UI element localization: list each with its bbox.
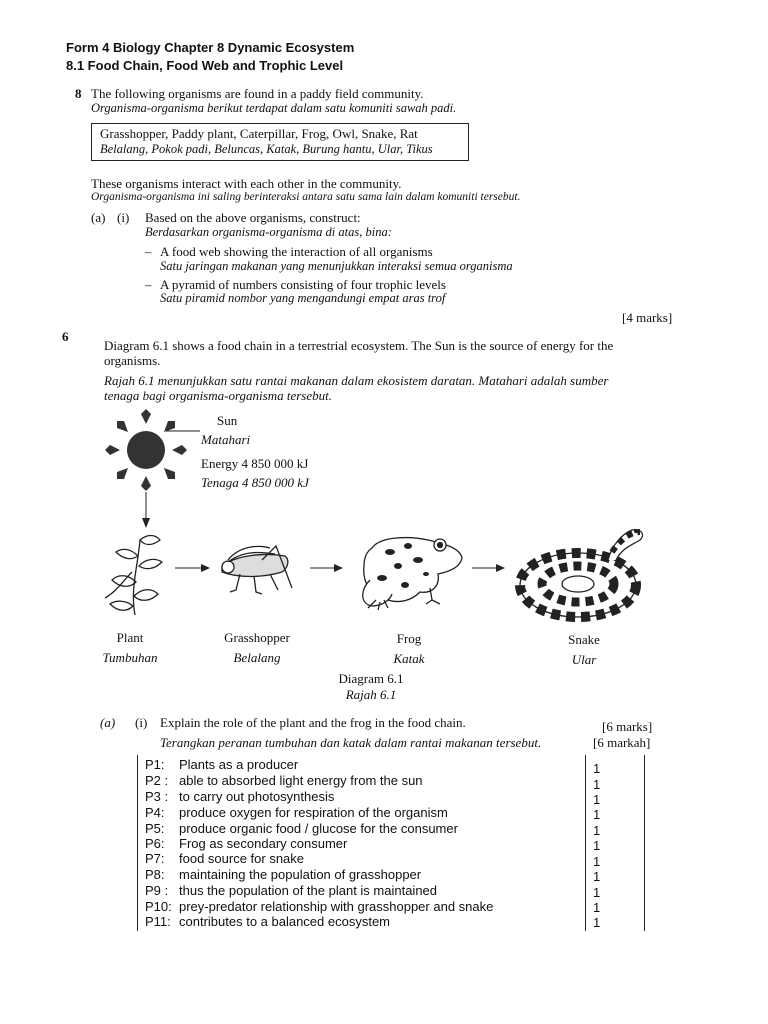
answer-code: P2 : — [145, 773, 169, 788]
q6-sub-label: (i) — [135, 715, 148, 730]
q6-intro-ms-2: tenaga bagi organisma-organisma tersebut. — [104, 388, 332, 403]
q6-marks-ms: [6 markah] — [593, 735, 651, 750]
answer-point — [145, 914, 390, 929]
organism-list-box — [91, 123, 469, 161]
answer-text: Plants as a producer — [179, 757, 299, 772]
answer-text: maintaining the population of grasshopper — [179, 867, 422, 882]
answer-point — [145, 821, 458, 836]
answer-mark: 1 — [593, 777, 601, 792]
organism-label-ms: Tumbuhan — [102, 650, 158, 665]
organism-list-ms: Belalang, Pokok padi, Beluncas, Katak, Burung hantu, Ular, Tikus — [100, 142, 433, 156]
diagram-caption-ms: Rajah 6.1 — [345, 687, 397, 702]
frog-icon — [363, 538, 462, 610]
answer-code: P4: — [145, 805, 165, 820]
grasshopper-icon — [222, 546, 292, 594]
answer-code: P9 : — [145, 883, 169, 898]
q6-marks-en: [6 marks] — [602, 719, 653, 734]
q8-interact-ms: Organisma-organisma ini saling berinteraksi antara satu sama lain dalam komuniti tersebut. — [91, 191, 521, 203]
diagram-caption-en: Diagram 6.1 — [338, 671, 404, 686]
answer-text: thus the population of the plant is maintained — [179, 883, 438, 898]
answer-mark: 1 — [593, 900, 601, 915]
answer-mark: 1 — [593, 792, 601, 807]
answer-text: Frog as secondary consumer — [179, 836, 348, 851]
arrow-right-icon — [472, 564, 505, 572]
arrow-down-icon — [142, 492, 150, 528]
bullet-2-en: A pyramid of numbers consisting of four trophic levels — [160, 277, 446, 292]
sun-label-ms: Matahari — [201, 432, 251, 447]
answer-mark: 1 — [593, 915, 601, 930]
answer-text: food source for snake — [179, 851, 305, 866]
answer-code: P7: — [145, 851, 165, 866]
answer-mark: 1 — [593, 869, 601, 884]
answer-text: produce oxygen for respiration of the organism — [179, 805, 448, 820]
q6-question-en: Explain the role of the plant and the frog in the food chain. — [160, 715, 466, 730]
q8-interact-en: These organisms interact with each other in the community. — [91, 176, 402, 191]
q8-construct-ms: Berdasarkan organisma-organisma di atas, bina: — [145, 225, 392, 239]
answer-box-right-border — [644, 755, 645, 931]
answer-mark: 1 — [593, 838, 601, 853]
organism-label-ms: Belalang — [233, 650, 281, 665]
answer-point — [145, 899, 493, 914]
snake-icon — [520, 530, 642, 618]
q6-part-label: (a) — [100, 715, 116, 730]
answer-point — [145, 789, 334, 804]
q6-intro-ms-1: Rajah 6.1 menunjukkan satu rantai makanan dalam ekosistem daratan. Matahari adalah sumber — [104, 373, 609, 388]
answer-code: P6: — [145, 836, 165, 851]
answer-code: P3 : — [145, 789, 169, 804]
q6-number: 6 — [62, 329, 69, 344]
bullet-2-ms: Satu piramid nombor yang mengandungi empat aras trof — [160, 291, 446, 305]
organism-list-en: Grasshopper, Paddy plant, Caterpillar, Frog, Owl, Snake, Rat — [100, 126, 418, 141]
answer-point — [145, 773, 423, 788]
answer-point — [145, 836, 347, 851]
answer-text: contributes to a balanced ecosystem — [179, 914, 391, 929]
answer-point — [145, 805, 448, 820]
answer-code: P1: — [145, 757, 165, 772]
q6-intro-en-2: organisms. — [104, 353, 161, 368]
q8-intro-ms: Organisma-organisma berikut terdapat dalam satu komuniti sawah padi. — [91, 101, 457, 115]
answer-mark: 1 — [593, 807, 601, 822]
q8-part-label: (a) — [91, 210, 106, 225]
answer-box-left-border — [137, 755, 138, 931]
q8-intro-en: The following organisms are found in a paddy field community. — [91, 86, 424, 101]
organism-label-ms: Ular — [571, 652, 597, 667]
answer-mark: 1 — [593, 761, 601, 776]
organism-label-en: Plant — [116, 630, 144, 645]
q6-intro-en-1: Diagram 6.1 shows a food chain in a terrestrial ecosystem. The Sun is the source of energy for the — [104, 338, 614, 353]
bullet-dash: – — [145, 277, 152, 292]
organism-label-en: Grasshopper — [224, 630, 290, 645]
arrow-right-icon — [310, 564, 343, 572]
q8-sub-label: (i) — [117, 210, 130, 225]
answer-mark: 1 — [593, 885, 601, 900]
organism-label-en: Frog — [396, 631, 422, 646]
arrow-right-icon — [175, 564, 210, 572]
organism-label-en: Snake — [568, 632, 600, 647]
q8-number: 8 — [75, 86, 82, 101]
answer-point — [145, 883, 437, 898]
organism-label-ms: Katak — [393, 651, 425, 666]
document-title: Form 4 Biology Chapter 8 Dynamic Ecosystem — [66, 40, 355, 55]
answer-text: prey-predator relationship with grasshopper and snake — [179, 899, 494, 914]
q8-construct-en: Based on the above organisms, construct: — [145, 210, 361, 225]
answer-code: P11: — [145, 914, 171, 929]
answer-text: produce organic food / glucose for the consumer — [179, 821, 458, 836]
answer-box-divider — [585, 755, 586, 931]
answer-mark: 1 — [593, 823, 601, 838]
q8-marks: [4 marks] — [622, 310, 673, 325]
sun-label-en: Sun — [217, 413, 238, 428]
bullet-1-ms: Satu jaringan makanan yang menunjukkan interaksi semua organisma — [160, 259, 513, 273]
energy-label-ms: Tenaga 4 850 000 kJ — [201, 475, 309, 490]
answer-point — [145, 867, 421, 882]
section-title: 8.1 Food Chain, Food Web and Trophic Level — [66, 58, 344, 73]
answer-code: P5: — [145, 821, 165, 836]
bullet-dash: – — [145, 244, 152, 259]
energy-label-en: Energy 4 850 000 kJ — [201, 456, 309, 471]
answer-text: able to absorbed light energy from the sun — [179, 773, 423, 788]
answer-text: to carry out photosynthesis — [179, 789, 335, 804]
bullet-1-en: A food web showing the interaction of all organisms — [160, 244, 433, 259]
plant-icon — [105, 536, 162, 616]
answer-code: P10: — [145, 899, 172, 914]
q6-question-ms: Terangkan peranan tumbuhan dan katak dalam rantai makanan tersebut. — [160, 735, 542, 750]
answer-mark: 1 — [593, 854, 601, 869]
sun-icon — [105, 409, 187, 491]
answer-code: P8: — [145, 867, 165, 882]
answer-point — [145, 757, 298, 772]
answer-point — [145, 851, 304, 866]
